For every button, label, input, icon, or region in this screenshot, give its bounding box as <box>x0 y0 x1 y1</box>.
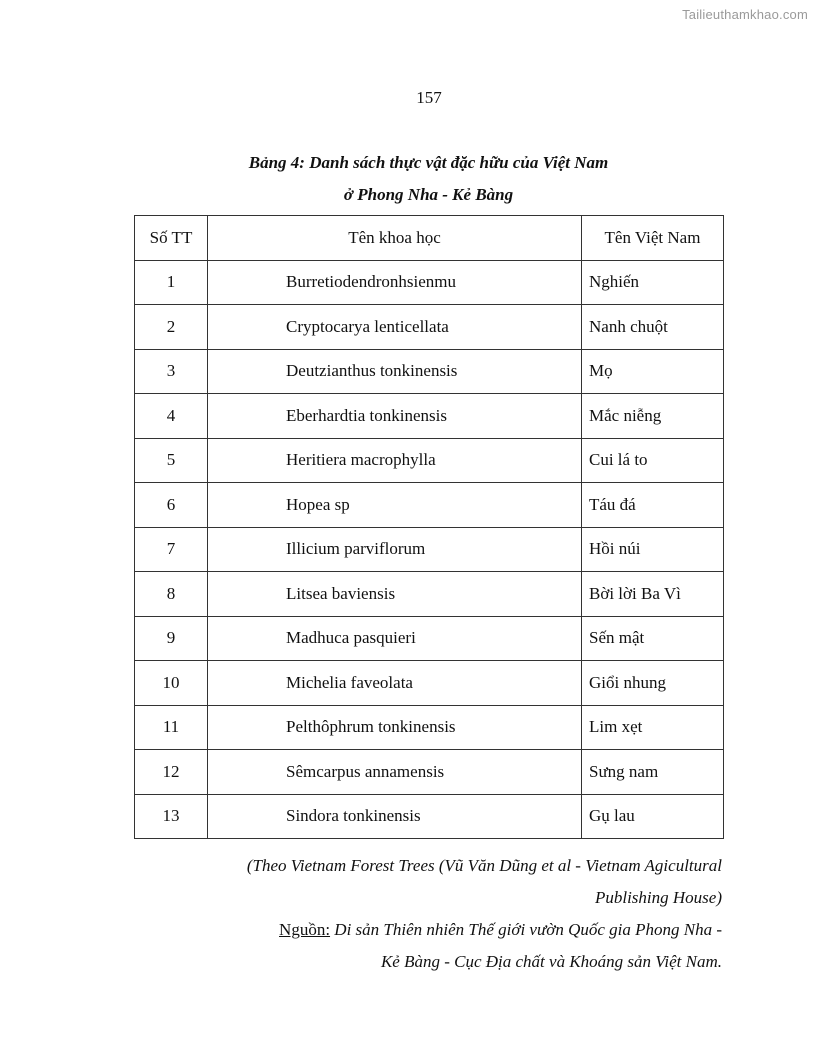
vietnamese-name: Cui lá to <box>582 438 724 483</box>
scientific-name: Sêmcarpus annamensis <box>208 750 582 795</box>
table-row <box>135 572 724 617</box>
source-text-1: Di sản Thiên nhiên Thế giới vườn Quốc gia Phong Nha - <box>334 920 722 939</box>
source-line-1 <box>279 920 722 940</box>
row-number: 4 <box>135 394 208 439</box>
vietnamese-name: Gụ lau <box>582 794 724 839</box>
scientific-name: Eberhardtia tonkinensis <box>208 394 582 439</box>
scientific-name: Madhuca pasquieri <box>208 616 582 661</box>
row-number: 11 <box>135 705 208 750</box>
header-scientific-name: Tên khoa học <box>208 216 582 261</box>
source-line-2: Kẻ Bàng - Cục Địa chất và Khoáng sản Việt Nam. <box>380 952 722 971</box>
table-row <box>135 438 724 483</box>
row-number: 10 <box>135 661 208 706</box>
credit-line-1: (Theo Vietnam Forest Trees (Vũ Văn Dũng et al - Vietnam Agicultural <box>246 856 722 875</box>
table-subtitle: ở Phong Nha - Kẻ Bàng <box>343 185 514 204</box>
vietnamese-name: Hồi núi <box>582 527 724 572</box>
vietnamese-name: Sến mật <box>582 616 724 661</box>
source-label: Nguồn: <box>279 920 331 939</box>
table-row <box>135 483 724 528</box>
page-number: 157 <box>416 88 442 107</box>
scientific-name: Heritiera macrophylla <box>208 438 582 483</box>
scientific-name: Litsea baviensis <box>208 572 582 617</box>
endemic-plants-table <box>134 215 724 839</box>
scientific-name: Sindora tonkinensis <box>208 794 582 839</box>
table-header-row <box>135 216 724 261</box>
table-row <box>135 616 724 661</box>
row-number: 13 <box>135 794 208 839</box>
scientific-name: Cryptocarya lenticellata <box>208 305 582 350</box>
vietnamese-name: Nanh chuột <box>582 305 724 350</box>
scientific-name: Illicium parviflorum <box>208 527 582 572</box>
vietnamese-name: Táu đá <box>582 483 724 528</box>
row-number: 12 <box>135 750 208 795</box>
row-number: 2 <box>135 305 208 350</box>
table-row <box>135 394 724 439</box>
table-row <box>135 305 724 350</box>
header-vietnamese-name: Tên Việt Nam <box>582 216 724 261</box>
scientific-name: Hopea sp <box>208 483 582 528</box>
scientific-name: Michelia faveolata <box>208 661 582 706</box>
vietnamese-name: Mọ <box>582 349 724 394</box>
table-row <box>135 527 724 572</box>
row-number: 3 <box>135 349 208 394</box>
watermark: Tailieuthamkhao.com <box>682 7 808 22</box>
vietnamese-name: Bời lời Ba Vì <box>582 572 724 617</box>
scientific-name: Deutzianthus tonkinensis <box>208 349 582 394</box>
table-row <box>135 750 724 795</box>
vietnamese-name: Mắc niễng <box>582 394 724 439</box>
row-number: 9 <box>135 616 208 661</box>
header-number: Số TT <box>135 216 208 261</box>
scientific-name: Burretiodendronhsienmu <box>208 260 582 305</box>
vietnamese-name: Nghiến <box>582 260 724 305</box>
table-row <box>135 661 724 706</box>
table-row <box>135 260 724 305</box>
table-row <box>135 794 724 839</box>
row-number: 5 <box>135 438 208 483</box>
row-number: 6 <box>135 483 208 528</box>
table-row <box>135 349 724 394</box>
vietnamese-name: Sưng nam <box>582 750 724 795</box>
row-number: 1 <box>135 260 208 305</box>
row-number: 7 <box>135 527 208 572</box>
table-title: Bảng 4: Danh sách thực vật đặc hữu của Việt Nam <box>248 153 609 172</box>
table-row <box>135 705 724 750</box>
vietnamese-name: Giổi nhung <box>582 661 724 706</box>
credit-line-2: Publishing House) <box>594 888 722 907</box>
row-number: 8 <box>135 572 208 617</box>
vietnamese-name: Lim xẹt <box>582 705 724 750</box>
scientific-name: Pelthôphrum tonkinensis <box>208 705 582 750</box>
